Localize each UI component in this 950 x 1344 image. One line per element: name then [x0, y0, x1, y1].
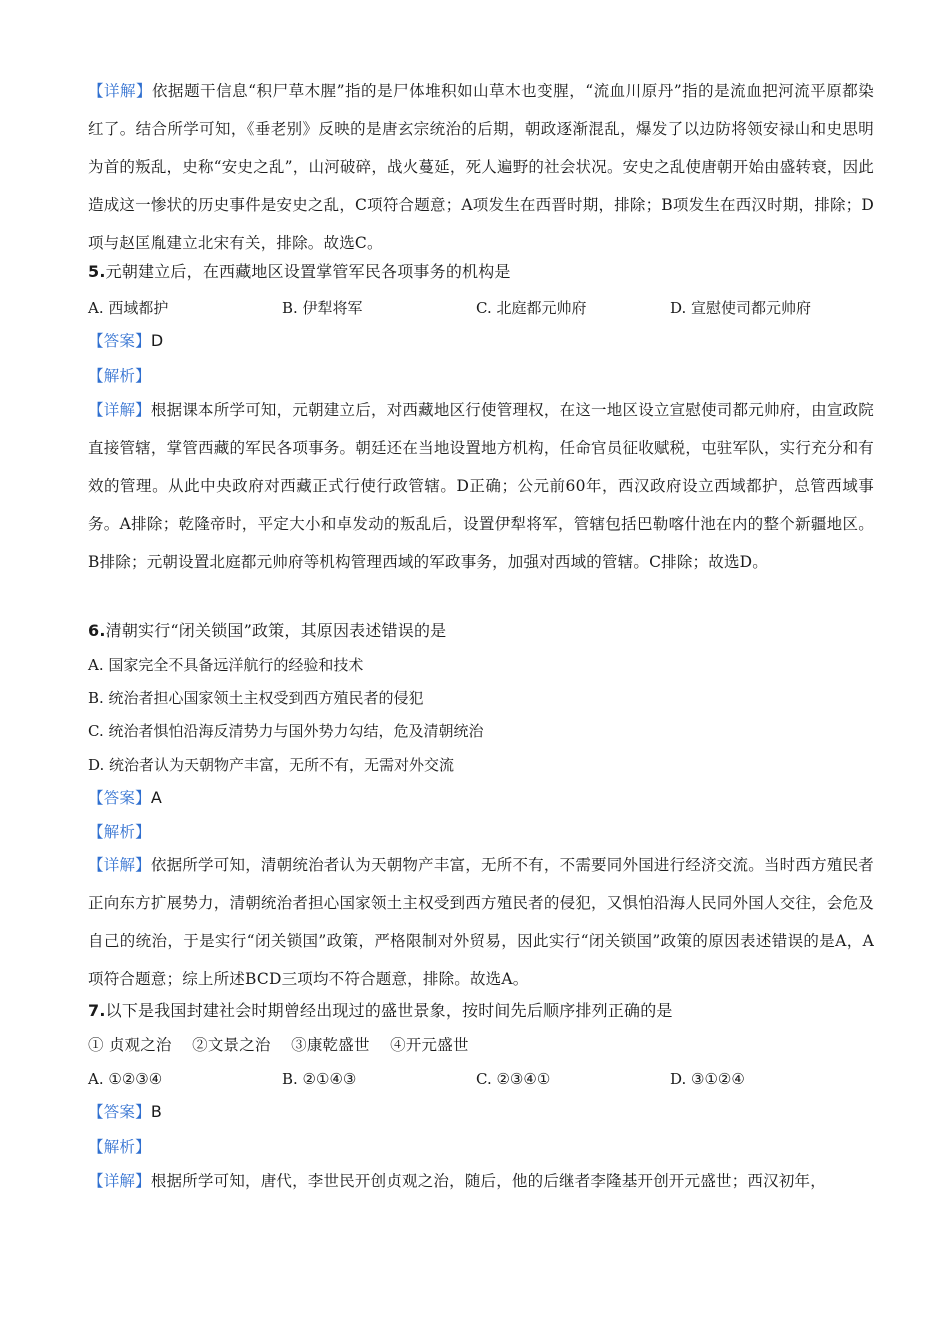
answer-tag: 【答案】 [88, 332, 151, 350]
analysis-tag: 【解析】 [88, 1138, 151, 1156]
detail-paragraph-q4 [88, 72, 874, 262]
detail-paragraph-q7 [88, 1162, 874, 1200]
detail-text: 根据课本所学可知，元朝建立后，对西藏地区行使管理权，在这一地区设立宣慰使司都元帅府，由宣政院直接管辖，掌管西藏的军民各项事务。朝廷还在当地设置地方机构，任命官员征收赋税，屯驻军队，实行充分和有效的管理。从此中央政府对西藏正式行使行政管辖。D正确；公元前60年，西汉政府设立西域都护，总管西域事务。A排除；乾隆帝时，平定大小和卓发动的叛乱后，设置伊犁将军，管辖包括巴勒喀什池在内的整个新疆地区。B排除；元朝设置北庭都元帅府等机构管理西域的军政事务，加强对西域的管辖。C排除；故选D。 [88, 401, 874, 571]
option-b: B. 伊犁将军 [282, 299, 363, 317]
analysis-tag: 【解析】 [88, 367, 151, 385]
question-6 [88, 621, 446, 641]
detail-text: 依据所学可知，清朝统治者认为天朝物产丰富，无所不有，不需要同外国进行经济交流。当时西方殖民者正向东方扩展势力，清朝统治者担心国家领土主权受到西方殖民者的侵犯，又惧怕沿海人民同外国人交往，会危及自己的统治，于是实行“闭关锁国”政策，严格限制对外贸易，因此实行“闭关锁国”政策的原因表述错误的是A，A项符合题意；综上所述BCD三项均不符合题意，排除。故选A。 [88, 856, 874, 988]
analysis-line [88, 822, 151, 842]
question-stem: 清朝实行“闭关锁国”政策，其原因表述错误的是 [105, 621, 447, 640]
detail-text: 依据题干信息“积尸草木腥”指的是尸体堆积如山草木也变腥，“流血川原丹”指的是流血把河流平原都染红了。结合所学可知，《垂老别》反映的是唐玄宗统治的后期，朝政逐渐混乱，爆发了以边防将领安禄山和史思明为首的叛乱，史称“安史之乱”，山河破碎，战火蔓延，死人遍野的社会状况。安史之乱使唐朝开始由盛转衰，因此造成这一惨状的历史事件是安史之乱，C项符合题意；A项发生在西晋时期，排除；B项发生在西汉时期，排除；D项与赵匡胤建立北宋有关，排除。故选C。 [88, 82, 874, 252]
question-number: 5. [88, 262, 106, 281]
option-c: C. 北庭都元帅府 [476, 299, 587, 317]
answer-line [88, 1102, 162, 1122]
question-stem: 以下是我国封建社会时期曾经出现过的盛世景象，按时间先后顺序排列正确的是 [105, 1001, 673, 1020]
answer-value: D [150, 331, 164, 350]
detail-tag: 【详解】 [88, 1172, 151, 1190]
option-b: B. ②①④③ [282, 1070, 357, 1088]
option-c: C. ②③④① [476, 1070, 551, 1088]
detail-paragraph-q5 [88, 391, 874, 581]
answer-value: A [150, 788, 162, 807]
option-d: D. 统治者认为天朝物产丰富，无所不有，无需对外交流 [88, 756, 455, 774]
question-number: 6. [88, 621, 106, 640]
option-d: D. 宣慰使司都元帅府 [670, 299, 812, 317]
detail-text: 根据所学可知，唐代，李世民开创贞观之治，随后，他的后继者李隆基开创开元盛世；西汉初年， [150, 1172, 826, 1190]
analysis-tag: 【解析】 [88, 823, 151, 841]
option-a: A. ①②③④ [88, 1070, 163, 1088]
question-5 [88, 262, 511, 282]
question-7 [88, 1001, 673, 1021]
answer-value: B [150, 1102, 162, 1121]
option-d: D. ③①②④ [670, 1070, 745, 1088]
answer-line [88, 788, 162, 808]
question-number: 7. [88, 1001, 106, 1020]
detail-tag: 【详解】 [88, 401, 151, 419]
answer-tag: 【答案】 [88, 1103, 151, 1121]
answer-tag: 【答案】 [88, 789, 151, 807]
option-b: B. 统治者担心国家领土主权受到西方殖民者的侵犯 [88, 689, 424, 707]
detail-tag: 【详解】 [88, 82, 153, 100]
answer-line [88, 331, 163, 351]
detail-paragraph-q6 [88, 846, 874, 998]
question-stem: 元朝建立后，在西藏地区设置掌管军民各项事务的机构是 [105, 262, 511, 281]
option-c: C. 统治者惧怕沿海反清势力与国外势力勾结，危及清朝统治 [88, 722, 484, 740]
detail-tag: 【详解】 [88, 856, 151, 874]
analysis-line [88, 366, 151, 386]
option-a: A. 国家完全不具备远洋航行的经验和技术 [88, 656, 364, 674]
option-a: A. 西域都护 [88, 299, 169, 317]
question-items: ① 贞观之治 ②文景之治 ③康乾盛世 ④开元盛世 [88, 1036, 469, 1054]
analysis-line [88, 1137, 151, 1157]
